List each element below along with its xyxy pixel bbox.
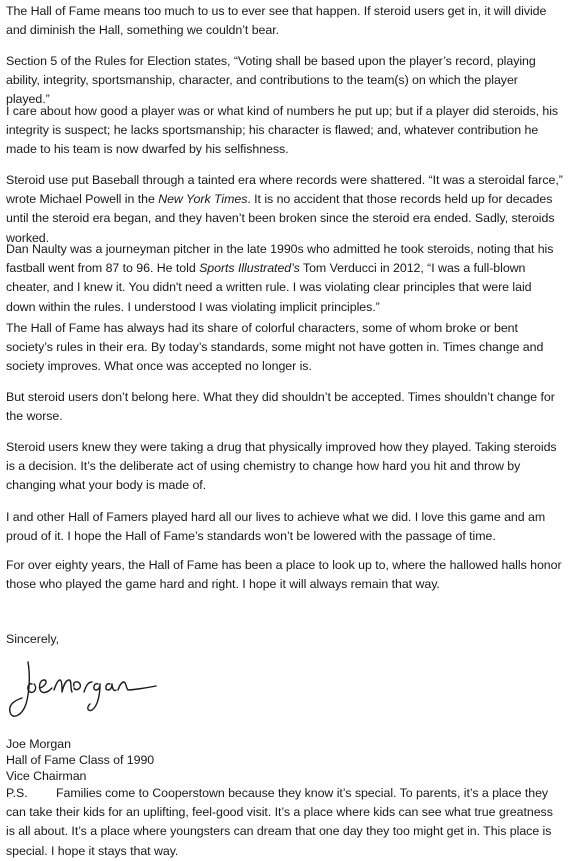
paragraph: The Hall of Fame has always had its share of colorful characters, some of whom broke or bent society’s rules in their era. By today’s standards, some might not have gotten in. Times change and society improves. What once was accepted no longer is. [6,321,544,374]
postscript [6,784,564,861]
paragraph: For over eighty years, the Hall of Fame has been a place to look up to, where the hallowed halls honor those who played the game hard and right. I hope it will always remain that way. [6,558,562,592]
signer-role: Vice Chairman [6,769,87,783]
publication-title: New York Times [158,192,248,207]
handwritten-signature [6,654,176,724]
paragraph: I and other Hall of Famers played hard all our lives to achieve what we did. I love this game and am proud of it. I hope the Hall of Fame’s standards won’t be lowered with the passage of time. [6,510,546,544]
paragraph [6,171,564,248]
paragraph-text: Steroid use put Baseball through a tainted era where records were shattered. “It was a steroidal farce,” wrote Michael Powell in the [6,173,563,207]
signer-title: Hall of Fame Class of 1990 [6,753,155,767]
paragraph-text: . It is no accident that those records held up for decades until the steroid era began, and they haven’t been broken since the steroid era ended. Sadly, steroids worked. [6,192,555,245]
paragraph: But steroid users don’t belong here. What they did shouldn’t be accepted. Times shouldn’t change for the worse. [6,390,555,424]
signature-block [6,736,154,784]
paragraph: I care about how good a player was or what kind of numbers he put up; but if a player did steroids, his integrity is suspect; he lacks sportsmanship; his character is flawed; and, whatever contribution he made to his team is now dwarfed by his selfishness. [6,104,559,157]
paragraph: Section 5 of the Rules for Election states, “Voting shall be based upon the player’s record, playing ability, integrity, sportsmanship, character, and contributions to the team(s) on which the player played.” [6,54,536,107]
paragraph-text: Dan Naulty was a journeyman pitcher in the late 1990s who admitted he took steroids, noting that his fastball went from 87 to 96. He told [6,242,554,276]
closing-salutation: Sincerely, [6,632,59,646]
publication-title: Sports Illustrated’s [199,261,300,276]
paragraph [6,240,564,317]
paragraph: Steroid users knew they were taking a drug that physically improved how they played. Taking steroids is a decision. It’s the deliberate act of using chemistry to change how hard you hit and throw by changing what your body is made of. [6,440,557,493]
postscript-text: Families come to Cooperstown because they know it’s special. To parents, it’s a place they can take their kids for an uplifting, feel-good visit. It’s a place where kids can see what true greatness is all about. It’s a place where youngsters can dream that one day they too might get in. This place is special. I hope it stays that way. [6,786,553,858]
paragraph-text: Tom Verducci in 2012, “I was a full-blown cheater, and I knew it. You didn't need a written rule. I was violating clear principles that were laid down within the rules. I understood I was violating implicit principles.” [6,261,532,314]
paragraph: The Hall of Fame means too much to us to ever see that happen. If steroid users get in, it will divide and diminish the Hall, something we couldn’t bear. [6,4,547,38]
signer-name: Joe Morgan [6,737,71,751]
postscript-label: P.S. [6,786,28,800]
